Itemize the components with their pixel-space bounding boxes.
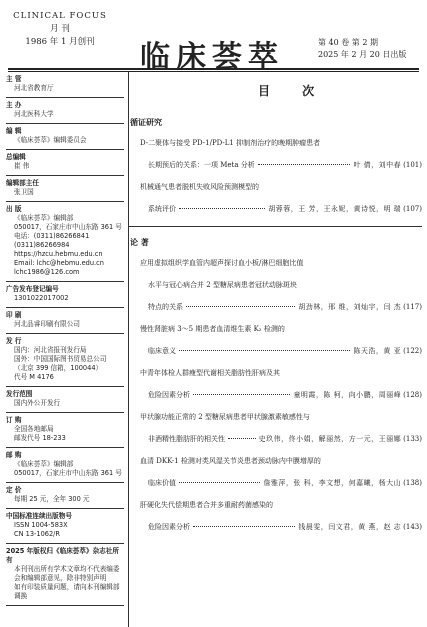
toc-entry[interactable] bbox=[130, 138, 422, 170]
toc-entry[interactable] bbox=[130, 500, 422, 532]
toc-entry-page: (138) bbox=[403, 479, 422, 487]
toc-entry[interactable] bbox=[130, 182, 422, 214]
toc-entry-final-line bbox=[130, 302, 422, 312]
leader-dots bbox=[193, 394, 290, 395]
leader-dots bbox=[258, 164, 351, 165]
journal-founded: 1986 年 1 月创刊 bbox=[25, 37, 95, 47]
leader-dots bbox=[228, 438, 256, 439]
toc-entry-title-end: 非酒精性脂肪肝的相关性 bbox=[148, 435, 225, 443]
toc-entry[interactable] bbox=[130, 412, 422, 444]
toc-entry-page: (133) bbox=[403, 435, 422, 443]
masthead-info-sidebar bbox=[6, 72, 124, 606]
toc-entry-final-line bbox=[130, 204, 422, 214]
table-of-contents bbox=[130, 117, 422, 544]
journal-logo: 临床荟萃 bbox=[140, 40, 284, 75]
sidebar-section bbox=[6, 483, 124, 509]
sidebar-section bbox=[6, 509, 124, 544]
sidebar-label: 广告发布登记编号 bbox=[6, 285, 59, 293]
sidebar-label: 编 辑 bbox=[6, 127, 22, 135]
sidebar-label: 主 管 bbox=[6, 75, 22, 83]
toc-entry[interactable] bbox=[130, 456, 422, 488]
sidebar-value: 河北省教育厅 bbox=[14, 84, 54, 92]
toc-entry-final-line bbox=[130, 522, 422, 532]
sidebar-value: 1301022017002 bbox=[14, 294, 69, 302]
sidebar-section bbox=[6, 448, 124, 483]
toc-entry-page: (117) bbox=[403, 303, 422, 311]
sidebar-label: 2025 年版权归《临床荟萃》杂志社所有 bbox=[6, 547, 119, 564]
journal-frequency: 月 刊 bbox=[50, 24, 70, 34]
sidebar-section bbox=[6, 308, 124, 334]
sidebar-label: 编辑部主任 bbox=[6, 179, 39, 187]
sidebar-label: 总编辑 bbox=[6, 153, 26, 161]
leader-dots bbox=[193, 526, 295, 527]
issue-volume: 第 40 卷 第 2 期 bbox=[318, 38, 378, 47]
toc-entry-title-line: D-二聚体与接受 PD-1/PD-L1 抑制剂治疗的晚期肿瘤患者 bbox=[140, 139, 321, 147]
toc-entry-authors: 史玖伟，佟小娟，解丽然，方一元，王丽娜 bbox=[258, 435, 402, 443]
toc-entry-authors: 叶 倩，刘中春 bbox=[353, 161, 402, 169]
sidebar-value: 本刊刊出所有学术文章均不代表编委会和编辑部意见，除非特别声明 如有印装质量问题，请向本刊编辑部调换 bbox=[14, 565, 120, 600]
toc-entry[interactable] bbox=[130, 324, 422, 356]
leader-dots bbox=[179, 482, 260, 483]
leader-dots bbox=[179, 350, 350, 351]
toc-entry-title-end: 危险因素分析 bbox=[148, 391, 190, 399]
leader-dots bbox=[186, 306, 295, 307]
header-rule bbox=[8, 68, 419, 70]
toc-entry-title-line: 肝硬化失代偿期患者合并多重耐药菌感染的 bbox=[140, 501, 273, 509]
toc-entry-page: (128) bbox=[403, 391, 422, 399]
section-divider bbox=[128, 226, 422, 227]
journal-english-title: CLINICAL FOCUS bbox=[13, 11, 107, 21]
sidebar-section bbox=[6, 176, 124, 202]
toc-entry-page: (122) bbox=[403, 347, 422, 355]
toc-entry-title-line: 机械通气患者脱机失败风险预测模型的 bbox=[140, 183, 259, 191]
sidebar-section bbox=[6, 124, 124, 150]
toc-entry-final-line bbox=[130, 434, 422, 444]
sidebar-value: 张卫国 bbox=[14, 188, 34, 196]
toc-entry-title-end: 系统评价 bbox=[148, 205, 176, 213]
toc-entry[interactable] bbox=[130, 368, 422, 400]
sidebar-value: 河北品睿印刷有限公司 bbox=[14, 320, 80, 328]
sidebar-section bbox=[6, 150, 124, 176]
sidebar-value: 《临床荟萃》编辑部 050017，石家庄市中山东路 361 号 电话：(0311)86266841 (0311)86266984 https://hzcu.hebmu.edu.cn Email: lchc@hebmu.edu.cn lchc1986@126.com bbox=[14, 214, 122, 276]
sidebar-section bbox=[6, 413, 124, 448]
sidebar-label: 中国标准连续出版物号 bbox=[6, 512, 72, 520]
toc-section-heading: 论 著 bbox=[130, 238, 149, 247]
toc-entry-title-line: 中青年体检人群瘦型代谢相关脂肪性肝病及其 bbox=[140, 369, 280, 377]
toc-entry-title-end: 临床意义 bbox=[148, 347, 176, 355]
toc-entry-page: (107) bbox=[403, 205, 422, 213]
toc-entry-title-line: 应用虚拟组织学血管内超声探讨血小板/淋巴细胞比值 bbox=[140, 259, 304, 267]
toc-entry-title-line: 水平与冠心病合并 2 型糖尿病患者冠状动脉斑块 bbox=[148, 281, 297, 289]
toc-entry-title-line: 甲状腺功能正常的 2 型糖尿病患者甲状腺激素敏感性与 bbox=[140, 413, 310, 421]
sidebar-value: 《临床荟萃》编辑部 050017，石家庄市中山东路 361 号 bbox=[14, 460, 122, 477]
sidebar-label: 订 购 bbox=[6, 416, 22, 424]
sidebar-label: 出 版 bbox=[6, 205, 22, 213]
sidebar-value: 每期 25 元，全年 300 元 bbox=[14, 495, 90, 503]
toc-entry-title-end: 危险因素分析 bbox=[148, 523, 190, 531]
sidebar-section bbox=[6, 202, 124, 282]
toc-title: 目 次 bbox=[258, 84, 329, 98]
masthead-left bbox=[0, 10, 120, 49]
toc-section-heading: 循证研究 bbox=[130, 118, 162, 127]
issue-date: 2025 年 2 月 20 日出版 bbox=[318, 50, 407, 59]
leader-dots bbox=[179, 208, 265, 209]
toc-entry-authors: 胡劲林，邢 维，刘灿宇，闫 杰 bbox=[298, 303, 402, 311]
sidebar-value: ISSN 1004-583X CN 13-1062/R bbox=[14, 521, 68, 538]
sidebar-section bbox=[6, 387, 124, 413]
toc-entry-final-line bbox=[130, 160, 422, 170]
toc-entry-authors: 钱晨雯，闫文君，黄 燕，赵 志 bbox=[298, 523, 402, 531]
sidebar-value: 《临床荟萃》编辑委员会 bbox=[14, 136, 87, 144]
toc-entry-title-end: 特点的关系 bbox=[148, 303, 183, 311]
toc-entry-page: (143) bbox=[403, 523, 422, 531]
sidebar-label: 发 行 bbox=[6, 337, 22, 345]
toc-entry-final-line bbox=[130, 346, 422, 356]
sidebar-section bbox=[6, 98, 124, 124]
toc-entry-authors: 童明霞，陈 柯，向小鹏，周丽峰 bbox=[293, 391, 402, 399]
sidebar-value: 全国各地邮局 邮发代号 18-233 bbox=[14, 425, 66, 442]
toc-entry-title-end: 长期预后的关系：一项 Meta 分析 bbox=[148, 161, 255, 169]
masthead-right bbox=[318, 37, 406, 61]
sidebar-label: 主 办 bbox=[6, 101, 22, 109]
toc-entry-authors: 詹雅萍，张 科，李文想，何嘉曦，杨大山 bbox=[263, 479, 402, 487]
toc-entry-final-line bbox=[130, 478, 422, 488]
sidebar-section bbox=[6, 334, 124, 387]
toc-entry-final-line bbox=[130, 390, 422, 400]
toc-entry-title-end: 临床价值 bbox=[148, 479, 176, 487]
sidebar-label: 邮 购 bbox=[6, 451, 22, 459]
sidebar-value: 国内外公开发行 bbox=[14, 399, 61, 407]
sidebar-value: 河北医科大学 bbox=[14, 110, 54, 118]
toc-entry-title-line: 慢性肾脏病 3～5 期患者血清维生素 K₂ 检测的 bbox=[140, 325, 285, 333]
sidebar-label: 印 刷 bbox=[6, 311, 22, 319]
sidebar-label: 发行范围 bbox=[6, 390, 33, 398]
sidebar-section bbox=[6, 282, 124, 308]
toc-entry-title-line: 血清 DKK-1 检测对类风湿关节炎患者颈动脉内中膜增厚的 bbox=[140, 457, 321, 465]
sidebar-section bbox=[6, 544, 124, 606]
toc-entry-authors: 胡蓉蓉，王 芳，王永妮，黄诗悦，明 瑞 bbox=[268, 205, 402, 213]
sidebar-value: 国内：河北省报刊发行局 国外：中国国际图书贸易总公司 （北京 399 信箱，100044） 代号 M 4176 bbox=[14, 346, 107, 381]
sidebar-section bbox=[6, 72, 124, 98]
toc-entry-page: (101) bbox=[403, 161, 422, 169]
sidebar-value: 崔 伟 bbox=[14, 162, 30, 170]
column-divider bbox=[128, 72, 129, 627]
sidebar-label: 定 价 bbox=[6, 486, 22, 494]
toc-entry-authors: 陈天浩，黄 亚 bbox=[353, 347, 402, 355]
toc-entry[interactable] bbox=[130, 258, 422, 312]
